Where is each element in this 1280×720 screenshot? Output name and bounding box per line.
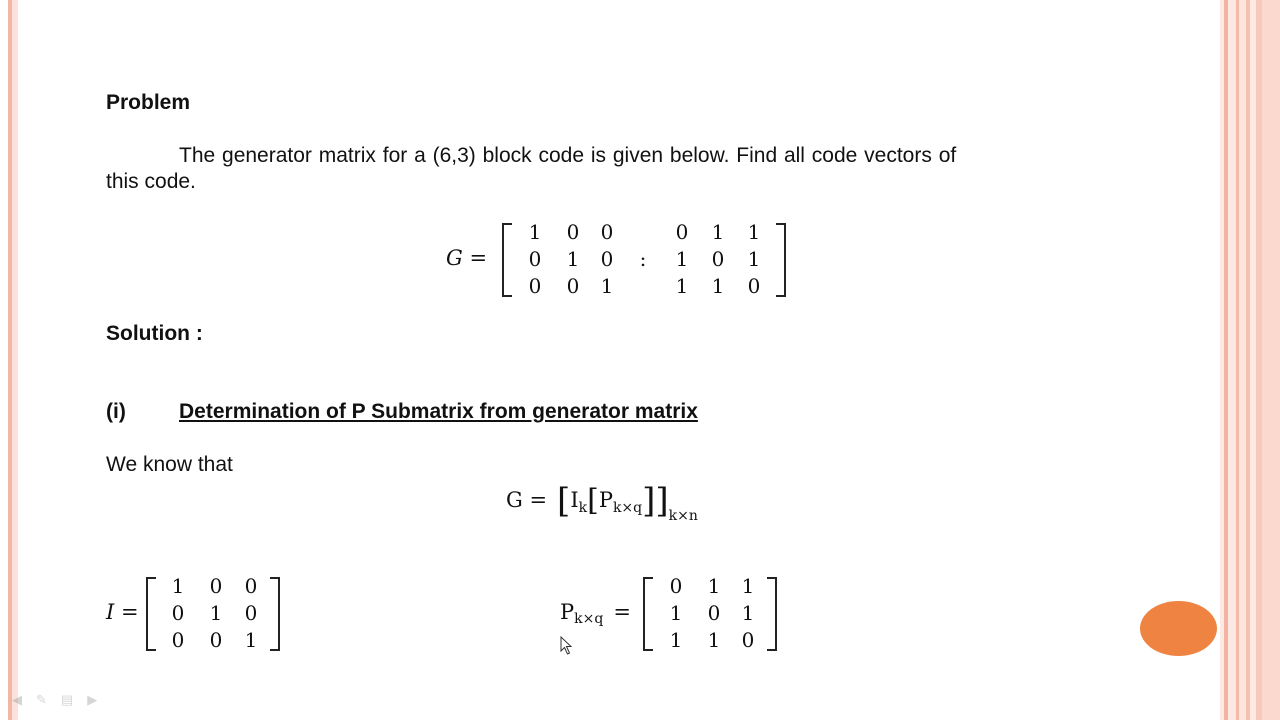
problem-statement-line2: this code. bbox=[106, 170, 196, 193]
step-title: Determination of P Submatrix from generator matrix bbox=[179, 400, 698, 423]
slideshow-toolbar bbox=[12, 692, 97, 708]
left-bracket bbox=[146, 577, 156, 651]
right-bracket bbox=[767, 577, 777, 651]
menu-icon[interactable]: ▤ bbox=[60, 692, 74, 707]
arrow-left-icon[interactable]: ◀ bbox=[12, 692, 22, 707]
we-know-text: We know that bbox=[106, 453, 233, 476]
p-matrix-label: P $_{k\times q}$ = bbox=[560, 600, 631, 627]
generator-formula: G = [ I $_k$ [ P $_{k\times q}$ ]] $_{k\times n}$ bbox=[506, 481, 698, 524]
arrow-right-icon[interactable]: ▶ bbox=[87, 692, 98, 707]
slide-right-border bbox=[1220, 0, 1280, 720]
left-bracket bbox=[643, 577, 653, 651]
step-number: (i) bbox=[106, 400, 126, 423]
slide-left-border bbox=[0, 0, 18, 720]
pen-icon[interactable]: ✎ bbox=[36, 692, 47, 707]
i-matrix-label: I = bbox=[106, 600, 139, 624]
orange-circle-decoration bbox=[1140, 601, 1217, 656]
matrix-separator: : bbox=[639, 247, 647, 271]
g-matrix: 1 0 0 0 1 1 0 1 0 : 1 0 1 0 0 1 1 1 0 bbox=[502, 222, 786, 297]
g-matrix-label: G = bbox=[446, 246, 488, 270]
identity-matrix: 1 0 0 0 1 0 0 0 1 bbox=[146, 576, 280, 651]
p-submatrix: 0 1 1 1 0 1 1 1 0 bbox=[643, 576, 777, 651]
right-bracket bbox=[270, 577, 280, 651]
problem-statement-line1: The generator matrix for a (6,3) block code is given below. Find all code vectors of bbox=[179, 144, 957, 167]
solution-heading: Solution : bbox=[106, 322, 203, 345]
right-bracket bbox=[776, 223, 786, 297]
cursor-icon bbox=[560, 636, 574, 656]
left-bracket bbox=[502, 223, 512, 297]
problem-heading: Problem bbox=[106, 91, 191, 114]
